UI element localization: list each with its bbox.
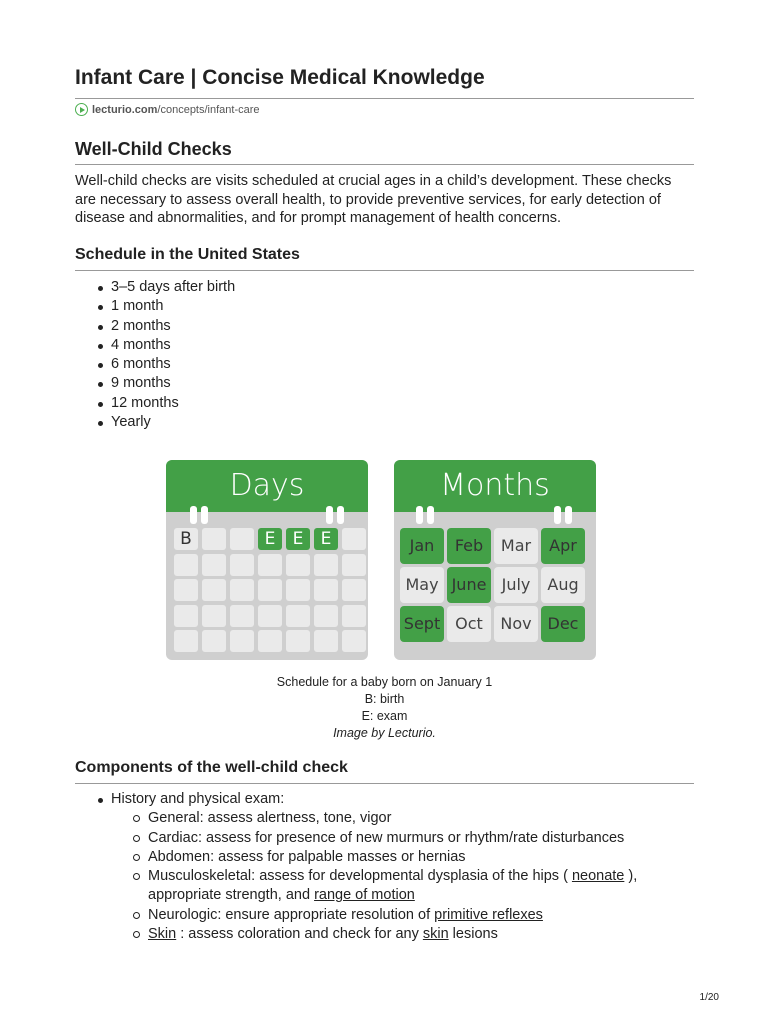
calendar-ring xyxy=(554,506,561,524)
components-list xyxy=(75,790,694,944)
exam-sublist xyxy=(111,809,694,944)
skin-text: lesions xyxy=(448,926,498,943)
schedule-heading: Schedule in the United States xyxy=(75,246,300,263)
figure-caption xyxy=(75,674,694,742)
list-item: 12 months xyxy=(75,394,235,413)
day-cell xyxy=(174,554,198,576)
day-cell xyxy=(342,554,366,576)
schedule-list xyxy=(75,278,235,432)
neuro-text: Neurologic: ensure appropriate resolution of xyxy=(148,906,435,923)
list-item: 3–5 days after birth xyxy=(75,278,235,297)
day-cell: E xyxy=(314,528,338,550)
list-item xyxy=(75,790,694,944)
day-cell xyxy=(258,630,282,652)
month-cell-sept: Sept xyxy=(400,606,444,642)
day-cell: E xyxy=(286,528,310,550)
title-divider xyxy=(75,98,694,99)
day-cell xyxy=(314,579,338,601)
month-cell-june: June xyxy=(447,567,491,603)
day-cell xyxy=(286,579,310,601)
day-cell xyxy=(174,605,198,627)
source-path: /concepts/infant-care xyxy=(157,103,260,116)
caption-credit: Image by Lecturio. xyxy=(333,726,436,740)
day-cell xyxy=(314,605,338,627)
source-link[interactable] xyxy=(75,103,260,116)
list-item: 9 months xyxy=(75,374,235,393)
day-cell xyxy=(174,579,198,601)
range-of-motion-link[interactable]: range of motion xyxy=(314,887,415,904)
components-heading: Components of the well-child check xyxy=(75,759,348,776)
day-cell xyxy=(230,554,254,576)
list-item-cardiac: Cardiac: assess for presence of new murmurs or rhythm/rate disturbances xyxy=(111,829,694,848)
components-divider xyxy=(75,783,694,784)
day-cell xyxy=(286,554,310,576)
intro-paragraph: Well-child checks are visits scheduled at crucial ages in a child’s development. These checks are necessary to assess overall health, to provide preventive services, for early detection of disease and abnormalities, and for prompt management of health concerns. xyxy=(75,173,672,226)
calendar-ring xyxy=(416,506,423,524)
list-item-neurologic xyxy=(111,906,694,925)
list-item-general: General: assess alertness, tone, vigor xyxy=(111,809,694,828)
caption-line: Schedule for a baby born on January 1 xyxy=(276,675,493,689)
month-cell-feb: Feb xyxy=(447,528,491,564)
page-title: Infant Care | Concise Medical Knowledge xyxy=(75,66,485,89)
calendar-ring xyxy=(427,506,434,524)
calendar-ring xyxy=(190,506,197,524)
list-item: 1 month xyxy=(75,297,235,316)
list-item: Yearly xyxy=(75,413,235,432)
month-cell-oct: Oct xyxy=(447,606,491,642)
months-calendar-title: Months xyxy=(394,460,596,512)
list-item-musculoskeletal xyxy=(111,867,694,906)
list-item: 4 months xyxy=(75,336,235,355)
msk-text: Musculoskeletal: assess for developmental dysplasia of the hips ( xyxy=(148,868,572,885)
neonate-link[interactable]: neonate xyxy=(571,868,625,885)
caption-line: B: birth xyxy=(364,692,405,706)
lecturio-logo-icon xyxy=(75,103,88,116)
schedule-divider xyxy=(75,270,694,271)
page-number: 1/20 xyxy=(699,992,719,1003)
months-calendar-image xyxy=(394,460,596,660)
day-cell xyxy=(230,630,254,652)
day-cell xyxy=(202,605,226,627)
month-cell-mar: Mar xyxy=(494,528,538,564)
day-cell xyxy=(342,528,366,550)
day-cell xyxy=(230,605,254,627)
list-item-abdomen: Abdomen: assess for palpable masses or hernias xyxy=(111,848,694,867)
day-cell: B xyxy=(174,528,198,550)
primitive-reflexes-link[interactable]: primitive reflexes xyxy=(434,906,543,923)
day-cell xyxy=(286,630,310,652)
skin-link[interactable]: Skin xyxy=(148,926,177,943)
month-cell-may: May xyxy=(400,567,444,603)
caption-line: E: exam xyxy=(361,709,408,723)
day-cell xyxy=(202,528,226,550)
month-cell-dec: Dec xyxy=(541,606,585,642)
day-cell xyxy=(342,605,366,627)
list-item: 2 months xyxy=(75,317,235,336)
month-cell-jan: Jan xyxy=(400,528,444,564)
skin-text: : assess coloration and check for any xyxy=(176,926,423,943)
day-cell xyxy=(258,579,282,601)
month-cell-aug: Aug xyxy=(541,567,585,603)
day-cell xyxy=(342,579,366,601)
section-divider xyxy=(75,164,694,165)
list-item-skin xyxy=(111,925,694,944)
day-cell xyxy=(342,630,366,652)
calendar-ring xyxy=(337,506,344,524)
calendar-ring xyxy=(565,506,572,524)
day-cell xyxy=(314,630,338,652)
days-calendar-title: Days xyxy=(166,460,368,512)
section-heading-well-child: Well-Child Checks xyxy=(75,139,232,159)
calendar-ring xyxy=(201,506,208,524)
day-cell xyxy=(202,579,226,601)
source-domain: lecturio.com xyxy=(92,103,158,116)
day-cell xyxy=(230,579,254,601)
list-item: 6 months xyxy=(75,355,235,374)
day-cell: E xyxy=(258,528,282,550)
day-cell xyxy=(258,605,282,627)
history-exam-label: History and physical exam: xyxy=(111,791,285,807)
calendar-ring xyxy=(326,506,333,524)
msk-text: ), appropriate strength, and xyxy=(148,868,638,904)
day-cell xyxy=(230,528,254,550)
day-cell xyxy=(202,554,226,576)
skin-lesions-link[interactable]: skin xyxy=(422,926,449,943)
day-cell xyxy=(174,630,198,652)
month-cell-apr: Apr xyxy=(541,528,585,564)
days-calendar-image xyxy=(166,460,368,660)
day-cell xyxy=(286,605,310,627)
day-cell xyxy=(258,554,282,576)
month-cell-july: July xyxy=(494,567,538,603)
day-cell xyxy=(314,554,338,576)
day-cell xyxy=(202,630,226,652)
month-cell-nov: Nov xyxy=(494,606,538,642)
